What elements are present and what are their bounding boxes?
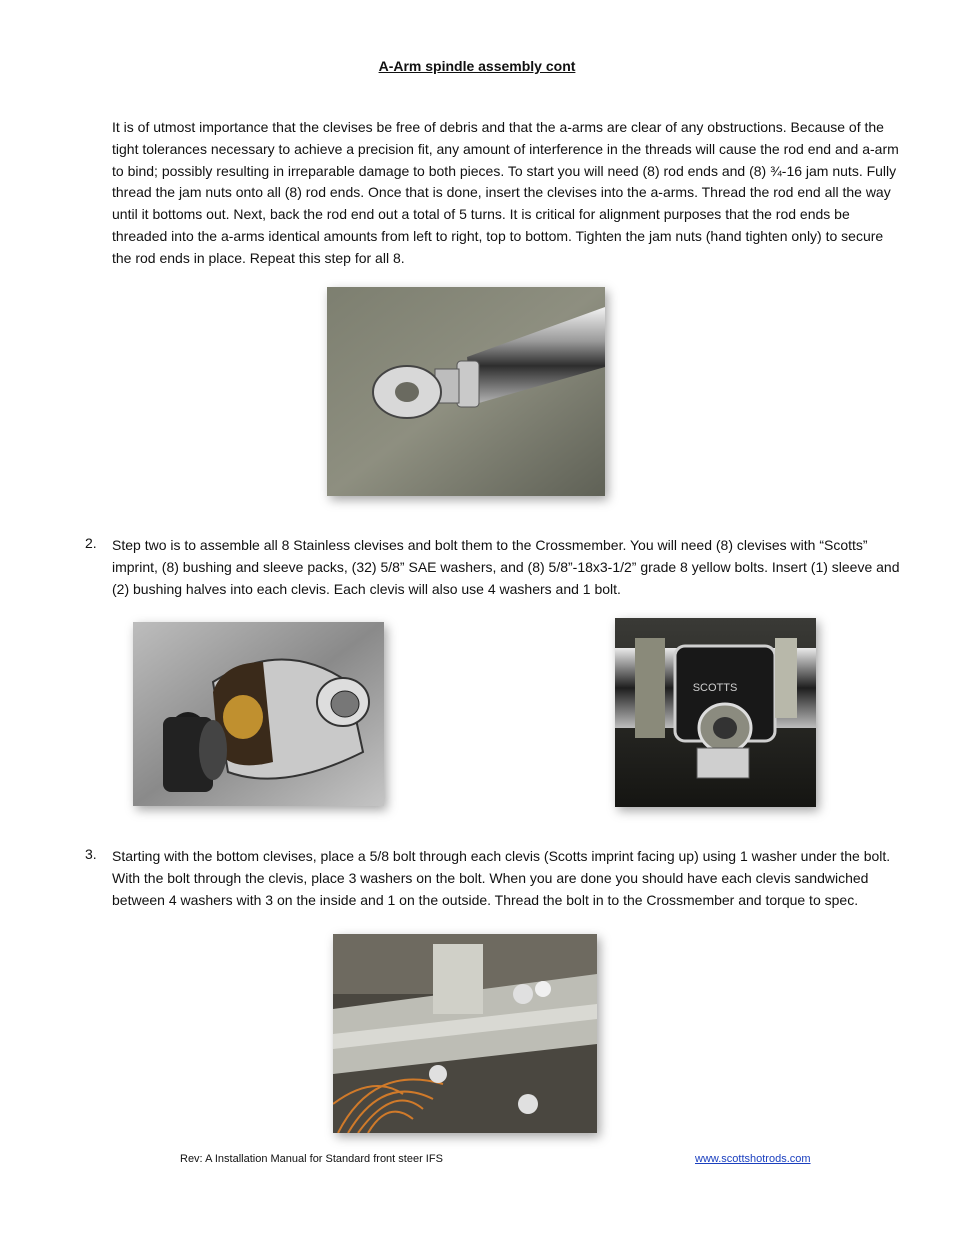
intro-paragraph: It is of utmost importance that the clevises be free of debris and that the a-arms are clear of any obstructions. Because of the tight tolerances necessary to achieve a precision fit, any amount of interference in the threads will cause the rod end and a-arm to bind; possibly resulting in irreparable damage to both pieces. To start you will need (8) rod ends and (8) ¾-16 jam nuts. Fully thread the jam nuts onto all (8) rod ends. Once that is done, insert the clevises into the a-arms. Thread the rod end all the way until it bottoms out. Next, back the rod end out a total of 5 turns. It is critical for alignment purposes that the rod ends be threaded into the a-arms identical amounts from left to right, top to bottom. Tighten the jam nuts (hand tighten only) to secure the rod ends in place. Repeat this step for all 8. [112, 119, 899, 266]
step3-text: Starting with the bottom clevises, place a 5/8 bolt through each clevis (Scotts imprint facing up) using 1 washer under the bolt. With the bolt through the clevis, place 3 washers on the bolt. When you are done you should have each clevis sandwiched between 4 washers with 3 on the inside and 1 on the outside. Thread the bolt in to the Crossmember and torque to spec. [112, 848, 891, 908]
footer-website-link[interactable]: www.scottshotrods.com [695, 1153, 811, 1165]
footer-revision: Rev: A Installation Manual for Standard front steer IFS [180, 1153, 443, 1165]
rod-end-photo [327, 287, 605, 496]
page-title: A-Arm spindle assembly cont [378, 58, 576, 74]
clevis-bushing-photo [133, 622, 384, 806]
step2-number: 2. [85, 535, 97, 551]
step3-number: 3. [85, 846, 97, 862]
crossmember-photo [333, 934, 597, 1133]
scotts-imprint: SCOTTS [692, 682, 738, 694]
step2-text: Step two is to assemble all 8 Stainless clevises and bolt them to the Crossmember. You will need (8) clevises with “Scotts” imprint, (8) bushing and sleeve packs, (32) 5/8” SAE washers, and (8) 5/8”-18x3-1/2” grade 8 yellow bolts. Insert (1) sleeve and (2) bushing halves into each clevis. Each clevis will also use 4 washers and 1 bolt. [112, 537, 900, 597]
clevis-front-photo [615, 618, 816, 807]
